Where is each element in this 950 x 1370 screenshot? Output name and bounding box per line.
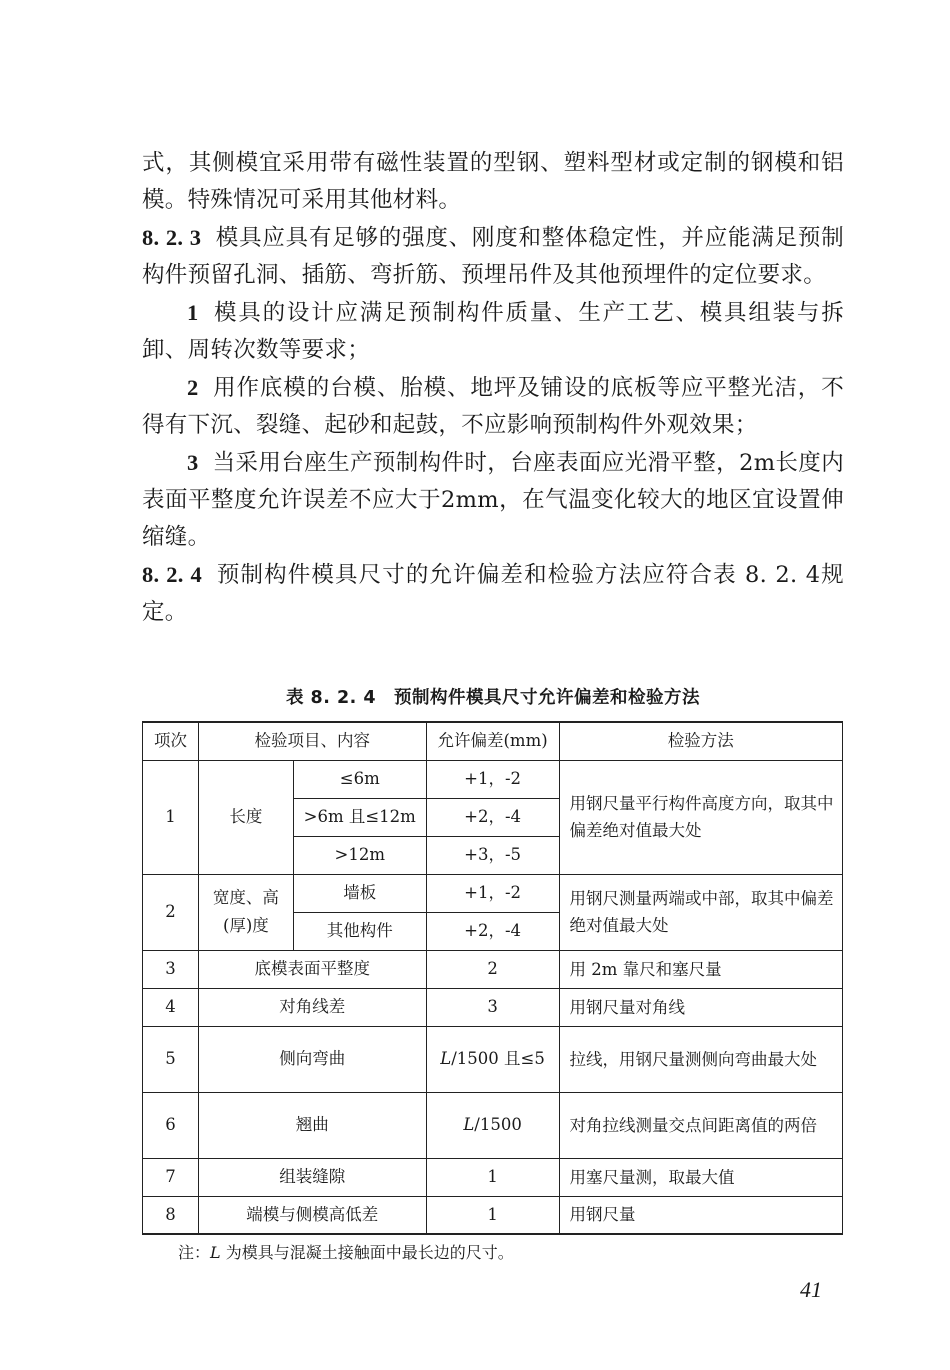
item-name: 底模表面平整度: [198, 950, 426, 988]
row-number: 3: [143, 950, 199, 988]
item-number: 2: [187, 375, 199, 400]
sub-item: 墙板: [293, 874, 426, 912]
method-text: 用钢尺测量两端或中部，取其中偏差绝对值最大处: [559, 874, 843, 950]
item-name: 端模与侧模高低差: [198, 1196, 426, 1234]
table-row: [143, 874, 843, 912]
item-number: 3: [187, 450, 199, 475]
tolerance-value: +2，-4: [426, 912, 559, 950]
method-text: 用钢尺量对角线: [559, 988, 843, 1026]
tolerance-value: 1: [426, 1196, 559, 1234]
tolerance-value: +1，-2: [426, 874, 559, 912]
sub-item: ≤6m: [293, 760, 426, 798]
method-text: 拉线，用钢尺量测侧向弯曲最大处: [559, 1026, 843, 1092]
note-prefix: 注：: [178, 1243, 211, 1262]
tolerance-value: [426, 1026, 559, 1092]
sub-item: >6m 且≤12m: [293, 798, 426, 836]
page-number: 41: [800, 1277, 822, 1302]
note-text: 为模具与混凝土接触面中最长边的尺寸。: [220, 1243, 514, 1262]
row-number: 5: [143, 1026, 199, 1092]
clause-8-2-4: [142, 556, 844, 631]
item-name: 宽度、高(厚)度: [198, 874, 293, 950]
tolerance-value: +3，-5: [426, 836, 559, 874]
tolerance-rest: /1500: [474, 1115, 522, 1134]
list-item-3: [142, 444, 844, 556]
tolerance-variable: L: [440, 1049, 452, 1068]
table-note: [178, 1240, 514, 1263]
clause-text: 预制构件模具尺寸的允许偏差和检验方法应符合表 8. 2. 4规定。: [142, 562, 844, 625]
note-variable: L: [210, 1243, 221, 1262]
header-content: 检验项目、内容: [198, 722, 426, 760]
tolerance-value: +2，-4: [426, 798, 559, 836]
tolerance-value: 3: [426, 988, 559, 1026]
tolerance-value: +1，-2: [426, 760, 559, 798]
header-method: 检验方法: [559, 722, 843, 760]
row-number: 6: [143, 1092, 199, 1158]
method-text: 用塞尺量测，取最大值: [559, 1158, 843, 1196]
item-name: 翘曲: [198, 1092, 426, 1158]
tolerance-rest: /1500 且≤5: [451, 1049, 545, 1068]
table-row: [143, 1092, 843, 1158]
row-number: 2: [143, 874, 199, 950]
tolerance-variable: L: [463, 1115, 475, 1134]
table-title-text: 预制构件模具尺寸允许偏差和检验方法: [394, 688, 701, 708]
table-row: [143, 1196, 843, 1234]
table-number: 表 8. 2. 4: [285, 688, 377, 708]
item-name: 侧向弯曲: [198, 1026, 426, 1092]
method-text: 用 2m 靠尺和塞尺量: [559, 950, 843, 988]
body-text: [142, 145, 844, 631]
list-item-2: [142, 369, 844, 444]
table-row: [143, 988, 843, 1026]
item-name: 长度: [198, 760, 293, 874]
clause-8-2-3: [142, 219, 844, 294]
sub-item: 其他构件: [293, 912, 426, 950]
paragraph-continuation: 式，其侧模宜采用带有磁性装置的型钢、塑料型材或定制的钢模和铝模。特殊情况可采用其他材料。: [142, 150, 844, 213]
header-tolerance: 允许偏差(mm): [426, 722, 559, 760]
row-number: 8: [143, 1196, 199, 1234]
item-text: 模具的设计应满足预制构件质量、生产工艺、模具组装与拆卸、周转次数等要求；: [142, 300, 844, 363]
table-row: [143, 1026, 843, 1092]
table-header-row: [143, 722, 843, 760]
header-item: 项次: [143, 722, 199, 760]
item-name: 组装缝隙: [198, 1158, 426, 1196]
clause-number: 8. 2. 4: [142, 562, 203, 587]
row-number: 7: [143, 1158, 199, 1196]
table-row: [143, 760, 843, 798]
method-text-content: 用钢尺量平行构件高度方向，取其中偏差绝对值最大处: [569, 794, 834, 840]
item-number: 1: [187, 300, 199, 325]
list-item-1: [142, 294, 844, 369]
tolerance-table: [142, 721, 843, 1235]
tolerance-value: 2: [426, 950, 559, 988]
method-text: [559, 760, 843, 874]
tolerance-value: 1: [426, 1158, 559, 1196]
method-text: 对角拉线测量交点间距离值的两倍: [559, 1092, 843, 1158]
table-row: [143, 1158, 843, 1196]
item-text: 用作底模的台模、胎模、地坪及铺设的底板等应平整光洁，不得有下沉、裂缝、起砂和起鼓，不应影响预制构件外观效果；: [142, 375, 844, 438]
item-text: 当采用台座生产预制构件时，台座表面应光滑平整，2m长度内表面平整度允许误差不应大于2mm，在气温变化较大的地区宜设置伸缩缝。: [142, 450, 844, 550]
tolerance-value: [426, 1092, 559, 1158]
item-name: 对角线差: [198, 988, 426, 1026]
clause-text: 模具应具有足够的强度、刚度和整体稳定性，并应能满足预制构件预留孔洞、插筋、弯折筋、预埋吊件及其他预埋件的定位要求。: [142, 225, 844, 288]
row-number: 4: [143, 988, 199, 1026]
method-text: 用钢尺量: [559, 1196, 843, 1234]
clause-number: 8. 2. 3: [142, 225, 202, 250]
table-row: [143, 950, 843, 988]
sub-item: >12m: [293, 836, 426, 874]
table-title: [142, 684, 844, 709]
row-number: 1: [143, 760, 199, 874]
